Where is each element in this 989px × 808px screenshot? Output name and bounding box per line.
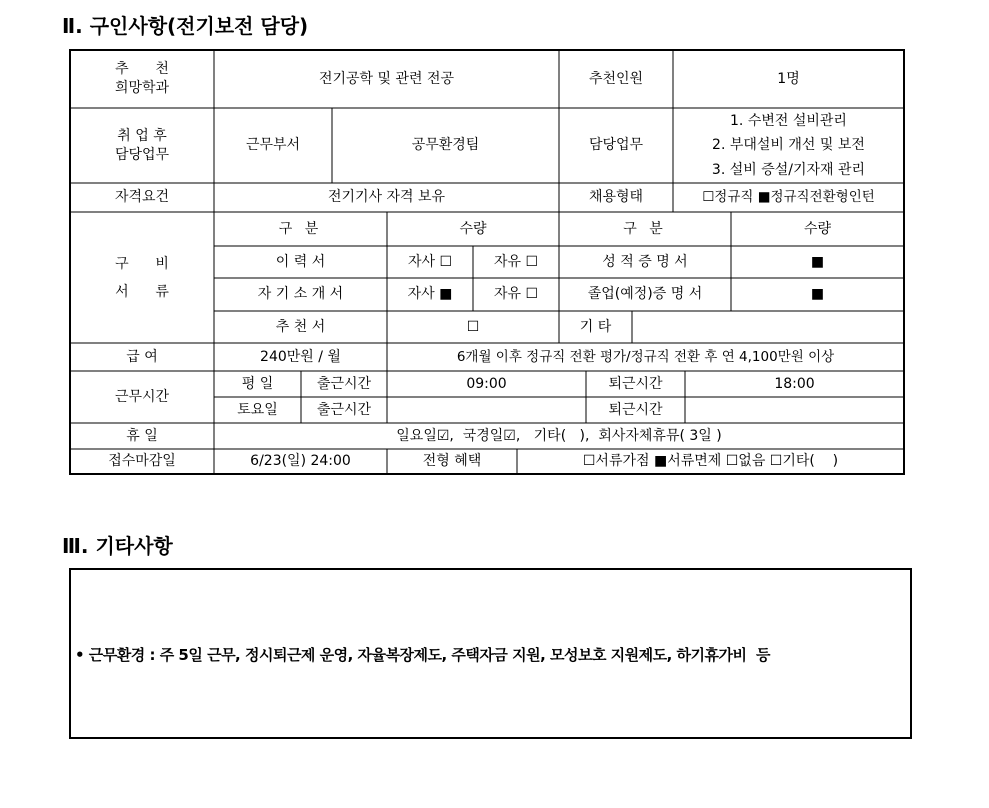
weekday-in-label: 출근시간 <box>316 375 372 392</box>
salary-amount: 240만원 / 월 <box>260 348 341 365</box>
doc-transcript: 성 적 증 명 서 <box>602 253 688 270</box>
weekday-in-time: 09:00 <box>466 375 507 392</box>
doc-recommend-qty: ☐ <box>466 318 480 335</box>
task-item: 1. 수변전 설비관리 <box>730 112 847 129</box>
other-notes-box <box>69 568 912 739</box>
saturday-label: 토요일 <box>237 401 278 418</box>
doc-transcript-qty: ■ <box>810 253 825 270</box>
headcount-label: 추천인원 <box>588 70 644 87</box>
docs-label: 구 비 서 류 <box>115 255 169 300</box>
benefit-label: 전형 혜택 <box>422 453 482 470</box>
doc-intro: 자 기 소 개 서 <box>257 286 344 303</box>
emp-value: ☐정규직 ■정규직전환형인턴 <box>702 189 875 206</box>
task-item: 3. 설비 증설/기자재 관리 <box>711 161 866 178</box>
dept-label: 추 천 희망학과 <box>114 61 170 96</box>
salary-label: 급 여 <box>126 348 158 365</box>
doc-intro-free: 자유 ☐ <box>493 286 539 303</box>
task-list <box>673 108 904 183</box>
docs-header-category: 구 분 <box>278 220 323 237</box>
holiday-label: 휴 일 <box>126 427 158 444</box>
qual-value: 전기기사 자격 보유 <box>327 189 446 206</box>
weekday-label: 평 일 <box>241 375 274 392</box>
task-item: 2. 부대설비 개선 및 보전 <box>712 137 865 154</box>
task-label: 담당업무 <box>588 137 644 154</box>
hours-label: 근무시간 <box>114 388 170 405</box>
doc-resume-free: 자유 ☐ <box>493 253 539 270</box>
deadline-label: 접수마감일 <box>108 453 176 470</box>
doc-intro-own: 자사 ■ <box>407 286 453 303</box>
section-title-other: Ⅲ. 기타사항 <box>62 534 173 558</box>
docs-header-qty: 수량 <box>803 220 832 237</box>
work-environment-note: • 근무환경 : 주 5일 근무, 정시퇴근제 운영, 자율복장제도, 주택자금 지원, 모성보호 지원제도, 하기휴가비 등 <box>75 646 770 664</box>
salary-note: 6개월 이후 정규직 전환 평가/정규직 전환 후 연 4,100만원 이상 <box>456 348 835 365</box>
weekday-out-time: 18:00 <box>774 375 815 392</box>
doc-graduation-qty: ■ <box>810 286 825 303</box>
duty-label: 취 업 후 담당업무 <box>114 127 170 163</box>
work-dept-label: 근무부서 <box>245 137 301 154</box>
doc-etc: 기 타 <box>579 318 612 335</box>
deadline-value: 6/23(일) 24:00 <box>250 453 351 470</box>
docs-header-category: 구 분 <box>623 220 667 237</box>
dept-value: 전기공학 및 관련 전공 <box>318 70 455 87</box>
holiday-value: 일요일☑, 국경일☑, 기타( ), 회사자체휴뮤( 3일 ) <box>396 427 722 444</box>
doc-recommend: 추 천 서 <box>275 318 326 335</box>
doc-graduation: 졸업(예정)증 명 서 <box>587 286 703 303</box>
benefit-value: ☐서류가점 ■서류면제 ☐없음 ☐기타( ) <box>582 453 839 470</box>
docs-header-qty: 수량 <box>459 220 487 237</box>
section-title-recruitment: Ⅱ. 구인사항(전기보전 담당) <box>62 14 309 38</box>
doc-resume: 이 력 서 <box>275 253 326 270</box>
doc-resume-own: 자사 ☐ <box>407 253 453 270</box>
headcount-value: 1명 <box>777 70 800 87</box>
emp-label: 채용형태 <box>588 189 644 206</box>
qual-label: 자격요건 <box>114 189 170 206</box>
saturday-out-label: 퇴근시간 <box>608 401 663 418</box>
saturday-in-label: 출근시간 <box>316 401 372 418</box>
weekday-out-label: 퇴근시간 <box>608 375 663 392</box>
work-dept-value: 공무환경팀 <box>411 137 480 154</box>
